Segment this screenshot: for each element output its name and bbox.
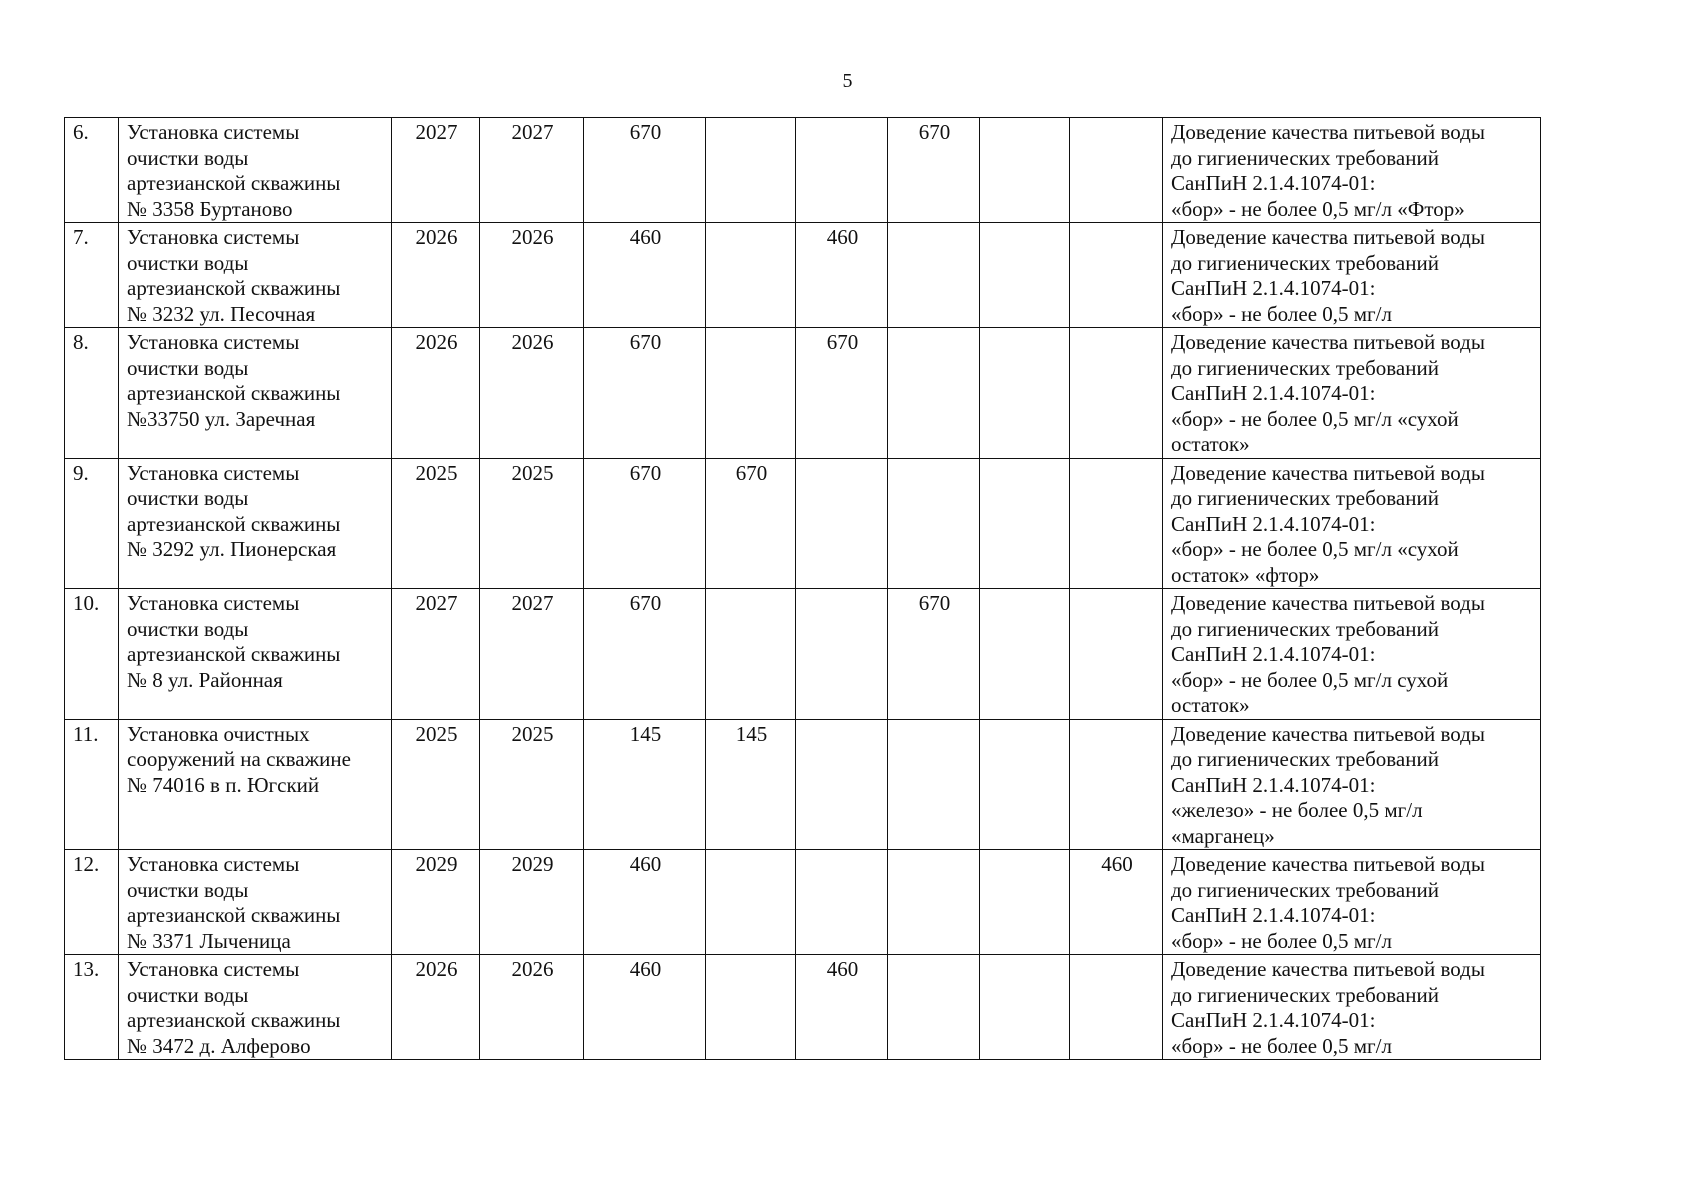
total-amount: 460 [584,850,706,955]
measure-description: Установка системы очистки воды артезианской скважины № 3358 Буртаново [119,118,392,223]
amount-2026: 460 [796,955,888,1060]
table-row [65,118,1541,223]
end-year: 2026 [480,955,584,1060]
row-number: 10. [65,589,119,720]
measure-description: Установка системы очистки воды артезианской скважины №33750 ул. Заречная [119,328,392,459]
page-number: 5 [842,70,853,92]
quality-goal-note: Доведение качества питьевой воды до гигиенических требований СанПиН 2.1.4.1074-01: «бор» - не более 0,5 мг/л «сухой остаток» [1163,328,1541,459]
amount-2027 [888,223,980,328]
total-amount: 670 [584,118,706,223]
amount-2025 [706,589,796,720]
table-row [65,719,1541,850]
amount-2028 [980,458,1070,589]
table-row [65,955,1541,1060]
amount-2025 [706,850,796,955]
quality-goal-note: Доведение качества питьевой воды до гигиенических требований СанПиН 2.1.4.1074-01: «железо» - не более 0,5 мг/л «марганец» [1163,719,1541,850]
amount-2025: 670 [706,458,796,589]
amount-2027 [888,719,980,850]
start-year: 2025 [392,458,480,589]
amount-2029: 460 [1070,850,1163,955]
amount-2025 [706,328,796,459]
amount-2025 [706,223,796,328]
start-year: 2026 [392,955,480,1060]
amount-2026: 460 [796,223,888,328]
total-amount: 460 [584,223,706,328]
end-year: 2027 [480,118,584,223]
amount-2026 [796,850,888,955]
row-number: 12. [65,850,119,955]
row-number: 7. [65,223,119,328]
program-table [64,117,1541,1060]
amount-2029 [1070,458,1163,589]
total-amount: 460 [584,955,706,1060]
amount-2028 [980,589,1070,720]
start-year: 2025 [392,719,480,850]
amount-2027: 670 [888,589,980,720]
amount-2027 [888,850,980,955]
measure-description: Установка системы очистки воды артезианской скважины № 8 ул. Районная [119,589,392,720]
end-year: 2026 [480,223,584,328]
row-number: 9. [65,458,119,589]
amount-2029 [1070,955,1163,1060]
amount-2025 [706,118,796,223]
amount-2028 [980,850,1070,955]
start-year: 2026 [392,223,480,328]
end-year: 2029 [480,850,584,955]
amount-2029 [1070,328,1163,459]
measure-description: Установка системы очистки воды артезианской скважины № 3292 ул. Пионерская [119,458,392,589]
quality-goal-note: Доведение качества питьевой воды до гигиенических требований СанПиН 2.1.4.1074-01: «бор» - не более 0,5 мг/л «сухой остаток» «фтор» [1163,458,1541,589]
amount-2026 [796,589,888,720]
quality-goal-note: Доведение качества питьевой воды до гигиенических требований СанПиН 2.1.4.1074-01: «бор» - не более 0,5 мг/л сухой остаток» [1163,589,1541,720]
total-amount: 145 [584,719,706,850]
quality-goal-note: Доведение качества питьевой воды до гигиенических требований СанПиН 2.1.4.1074-01: «бор» - не более 0,5 мг/л [1163,223,1541,328]
total-amount: 670 [584,589,706,720]
amount-2028 [980,328,1070,459]
start-year: 2027 [392,118,480,223]
amount-2025 [706,955,796,1060]
start-year: 2029 [392,850,480,955]
end-year: 2027 [480,589,584,720]
table-row [65,328,1541,459]
amount-2028 [980,118,1070,223]
amount-2028 [980,223,1070,328]
start-year: 2027 [392,589,480,720]
end-year: 2025 [480,458,584,589]
table-row [65,458,1541,589]
quality-goal-note: Доведение качества питьевой воды до гигиенических требований СанПиН 2.1.4.1074-01: «бор» - не более 0,5 мг/л «Фтор» [1163,118,1541,223]
amount-2028 [980,719,1070,850]
table-row [65,850,1541,955]
end-year: 2026 [480,328,584,459]
measure-description: Установка системы очистки воды артезианской скважины № 3472 д. Алферово [119,955,392,1060]
amount-2027 [888,955,980,1060]
start-year: 2026 [392,328,480,459]
amount-2025: 145 [706,719,796,850]
amount-2029 [1070,223,1163,328]
table-row [65,589,1541,720]
total-amount: 670 [584,328,706,459]
quality-goal-note: Доведение качества питьевой воды до гигиенических требований СанПиН 2.1.4.1074-01: «бор» - не более 0,5 мг/л [1163,955,1541,1060]
table-row [65,223,1541,328]
measure-description: Установка системы очистки воды артезианской скважины № 3232 ул. Песочная [119,223,392,328]
amount-2026 [796,118,888,223]
row-number: 8. [65,328,119,459]
amount-2026 [796,458,888,589]
amount-2026: 670 [796,328,888,459]
amount-2029 [1070,589,1163,720]
row-number: 13. [65,955,119,1060]
measure-description: Установка очистных сооружений на скважине № 74016 в п. Югский [119,719,392,850]
amount-2027 [888,458,980,589]
table-body [65,118,1541,1060]
amount-2027 [888,328,980,459]
amount-2028 [980,955,1070,1060]
amount-2027: 670 [888,118,980,223]
measure-description: Установка системы очистки воды артезианской скважины № 3371 Лыченица [119,850,392,955]
amount-2026 [796,719,888,850]
end-year: 2025 [480,719,584,850]
row-number: 11. [65,719,119,850]
total-amount: 670 [584,458,706,589]
row-number: 6. [65,118,119,223]
quality-goal-note: Доведение качества питьевой воды до гигиенических требований СанПиН 2.1.4.1074-01: «бор» - не более 0,5 мг/л [1163,850,1541,955]
amount-2029 [1070,719,1163,850]
amount-2029 [1070,118,1163,223]
